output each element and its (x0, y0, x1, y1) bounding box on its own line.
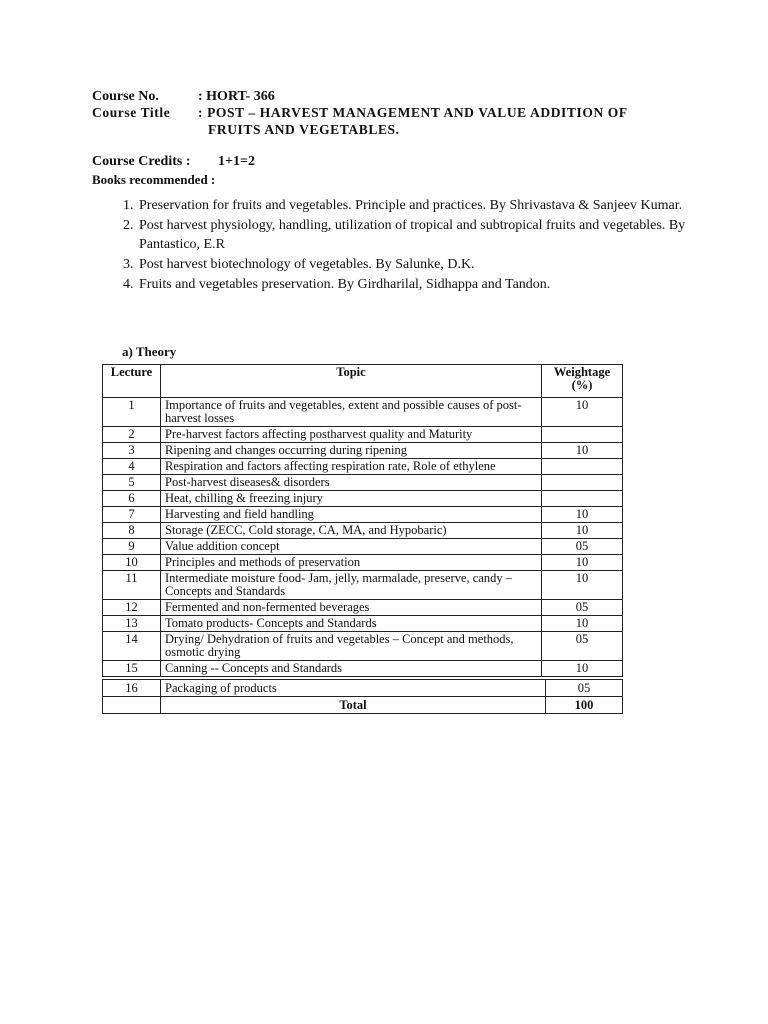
table-row (103, 507, 623, 523)
weight-cell: 10 (542, 507, 623, 523)
lecture-cell: 6 (103, 491, 161, 507)
course-title-line2: FRUITS AND VEGETABLES. (208, 122, 400, 137)
topic-cell: Importance of fruits and vegetables, extent and possible causes of post-harvest losses (161, 398, 542, 427)
topic-cell: Drying/ Dehydration of fruits and vegetables – Concept and methods, osmotic drying (161, 632, 542, 661)
col-topic-header: Topic (161, 365, 542, 398)
lecture-cell: 11 (103, 571, 161, 600)
topic-cell: Storage (ZECC, Cold storage, CA, MA, and Hypobaric) (161, 523, 542, 539)
table-row (103, 600, 623, 616)
lecture-cell: 8 (103, 523, 161, 539)
books-heading: Books recommended : (92, 172, 216, 187)
table-row (103, 661, 623, 677)
weight-cell: 10 (542, 571, 623, 600)
weight-cell: 10 (542, 661, 623, 677)
topic-cell: Packaging of products (161, 680, 546, 697)
course-title-label: Course Title (92, 105, 171, 120)
lecture-cell: 7 (103, 507, 161, 523)
table-row (103, 491, 623, 507)
course-no-line (92, 88, 275, 105)
course-no-label: Course No. (92, 89, 159, 104)
lecture-cell: 13 (103, 616, 161, 632)
book-item: 2. Post harvest physiology, handling, utilization of tropical and subtropical fruits and vegetables. By Pantastico, E.R (137, 216, 727, 254)
lecture-cell: 9 (103, 539, 161, 555)
topic-cell: Canning -- Concepts and Standards (161, 661, 542, 677)
topic-cell: Principles and methods of preservation (161, 555, 542, 571)
table-row (103, 632, 623, 661)
table-row (103, 680, 623, 697)
table-row (103, 475, 623, 491)
books-list (112, 196, 727, 295)
weight-cell: 10 (542, 398, 623, 427)
topic-cell: Ripening and changes occurring during ripening (161, 443, 542, 459)
table-row (103, 555, 623, 571)
lecture-cell: 5 (103, 475, 161, 491)
table-row (103, 459, 623, 475)
table-row (103, 616, 623, 632)
topic-cell: Heat, chilling & freezing injury (161, 491, 542, 507)
topic-cell: Pre-harvest factors affecting postharvest quality and Maturity (161, 427, 542, 443)
lecture-cell: 3 (103, 443, 161, 459)
topic-cell: Tomato products- Concepts and Standards (161, 616, 542, 632)
topic-cell: Post-harvest diseases& disorders (161, 475, 542, 491)
total-empty-cell (103, 697, 161, 714)
topic-cell: Respiration and factors affecting respiration rate, Role of ethylene (161, 459, 542, 475)
table-row (103, 443, 623, 459)
table-header-row (103, 365, 623, 398)
col-weightage-header: Weightage (%) (542, 365, 623, 398)
lecture-cell: 14 (103, 632, 161, 661)
weight-cell (542, 459, 623, 475)
course-title-line (92, 104, 628, 122)
theory-table (102, 364, 623, 677)
table-row (103, 523, 623, 539)
col-lecture-header: Lecture (103, 365, 161, 398)
weight-cell: 10 (542, 443, 623, 459)
weight-cell: 05 (542, 600, 623, 616)
course-credits-value: 1+1=2 (218, 154, 255, 169)
theory-heading: a) Theory (122, 344, 177, 359)
lecture-cell: 4 (103, 459, 161, 475)
weight-cell: 10 (542, 616, 623, 632)
weight-cell: 05 (542, 632, 623, 661)
total-value: 100 (546, 697, 623, 714)
table-row (103, 427, 623, 443)
course-credits-label: Course Credits : (92, 154, 191, 169)
lecture-cell: 2 (103, 427, 161, 443)
course-title-value: : POST – HARVEST MANAGEMENT AND VALUE ADDITION OF (198, 105, 628, 120)
book-item: 1. Preservation for fruits and vegetables. Principle and practices. By Shrivastava & Sanjeev Kumar. (137, 196, 727, 215)
topic-cell: Harvesting and field handling (161, 507, 542, 523)
weight-cell (542, 427, 623, 443)
course-credits-line (92, 153, 255, 170)
weight-cell: 10 (542, 523, 623, 539)
table-row (103, 398, 623, 427)
weight-cell (542, 491, 623, 507)
lecture-cell: 15 (103, 661, 161, 677)
table-row (103, 539, 623, 555)
lecture-cell: 10 (103, 555, 161, 571)
table-row (103, 571, 623, 600)
book-item: 3. Post harvest biotechnology of vegetables. By Salunke, D.K. (137, 255, 727, 274)
total-row (103, 697, 623, 714)
weight-cell (542, 475, 623, 491)
topic-cell: Fermented and non-fermented beverages (161, 600, 542, 616)
book-item: 4. Fruits and vegetables preservation. By Girdharilal, Sidhappa and Tandon. (137, 275, 727, 294)
course-no-value: : HORT- 366 (198, 89, 275, 104)
lecture-cell: 16 (103, 680, 161, 697)
weight-cell: 05 (542, 539, 623, 555)
lecture-cell: 1 (103, 398, 161, 427)
topic-cell: Intermediate moisture food- Jam, jelly, marmalade, preserve, candy – Concepts and Standards (161, 571, 542, 600)
theory-table-continued (102, 679, 623, 714)
total-label: Total (161, 697, 546, 714)
lecture-cell: 12 (103, 600, 161, 616)
weight-cell: 10 (542, 555, 623, 571)
weight-cell: 05 (546, 680, 623, 697)
topic-cell: Value addition concept (161, 539, 542, 555)
